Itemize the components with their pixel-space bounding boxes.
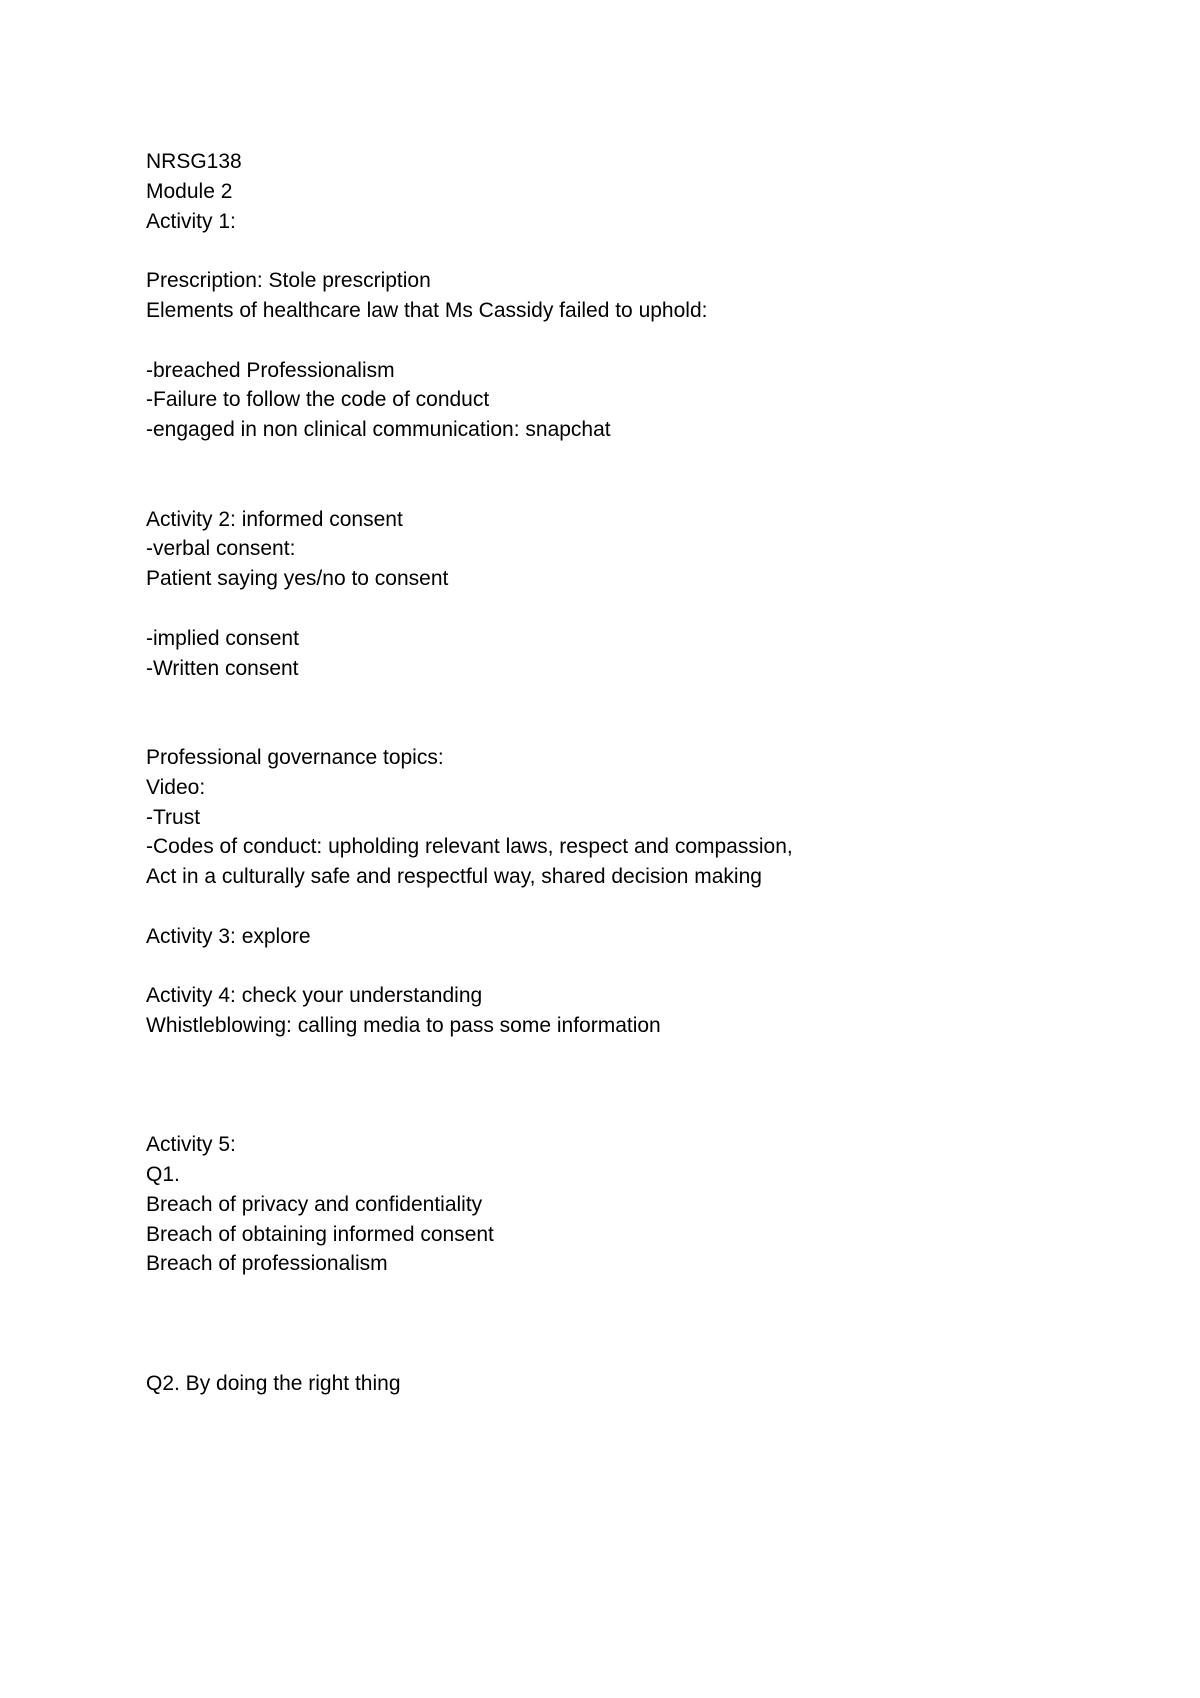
codes-of-conduct-line1: -Codes of conduct: upholding relevant laws, respect and compassion,	[146, 835, 793, 859]
q2-answer: Q2. By doing the right thing	[146, 1371, 401, 1395]
spacer	[146, 236, 1106, 266]
implied-consent: -implied consent	[146, 626, 299, 650]
verbal-consent-detail: Patient saying yes/no to consent	[146, 567, 449, 591]
spacer	[146, 892, 1106, 922]
list-item: -breached Professionalism	[146, 358, 395, 382]
spacer	[146, 1339, 1106, 1369]
trust-item: -Trust	[146, 805, 201, 829]
activity1-heading: Activity 1:	[146, 209, 236, 233]
spacer	[146, 1309, 1106, 1339]
activity2-heading: Activity 2: informed consent	[146, 507, 403, 531]
list-item: -Failure to follow the code of conduct	[146, 388, 490, 412]
module-title: Module 2	[146, 179, 233, 203]
spacer	[146, 594, 1106, 624]
course-code: NRSG138	[146, 150, 242, 173]
list-item: Breach of professionalism	[146, 1252, 388, 1276]
list-item: -engaged in non clinical communication: snapchat	[146, 418, 611, 442]
written-consent: -Written consent	[146, 656, 299, 680]
activity5-heading: Activity 5:	[146, 1133, 236, 1157]
governance-heading: Professional governance topics:	[146, 745, 444, 769]
video-label: Video:	[146, 775, 206, 799]
codes-of-conduct-line2: Act in a culturally safe and respectful way, shared decision making	[146, 865, 762, 889]
document-body	[146, 147, 1106, 1398]
spacer	[146, 1041, 1106, 1071]
spacer	[146, 952, 1106, 982]
activity4-heading: Activity 4: check your understanding	[146, 984, 483, 1008]
list-item: Breach of obtaining informed consent	[146, 1222, 494, 1246]
spacer	[146, 1101, 1106, 1131]
spacer	[146, 1279, 1106, 1309]
spacer	[146, 445, 1106, 475]
q1-label: Q1.	[146, 1163, 180, 1187]
prescription-line: Prescription: Stole prescription	[146, 269, 431, 293]
spacer	[146, 1071, 1106, 1101]
activity3-heading: Activity 3: explore	[146, 924, 311, 948]
spacer	[146, 713, 1106, 743]
spacer	[146, 475, 1106, 505]
list-item: Breach of privacy and confidentiality	[146, 1192, 483, 1216]
spacer	[146, 326, 1106, 356]
spacer	[146, 683, 1106, 713]
whistleblowing-line: Whistleblowing: calling media to pass some information	[146, 1014, 661, 1038]
elements-intro: Elements of healthcare law that Ms Cassidy failed to uphold:	[146, 298, 708, 322]
verbal-consent: -verbal consent:	[146, 537, 296, 561]
